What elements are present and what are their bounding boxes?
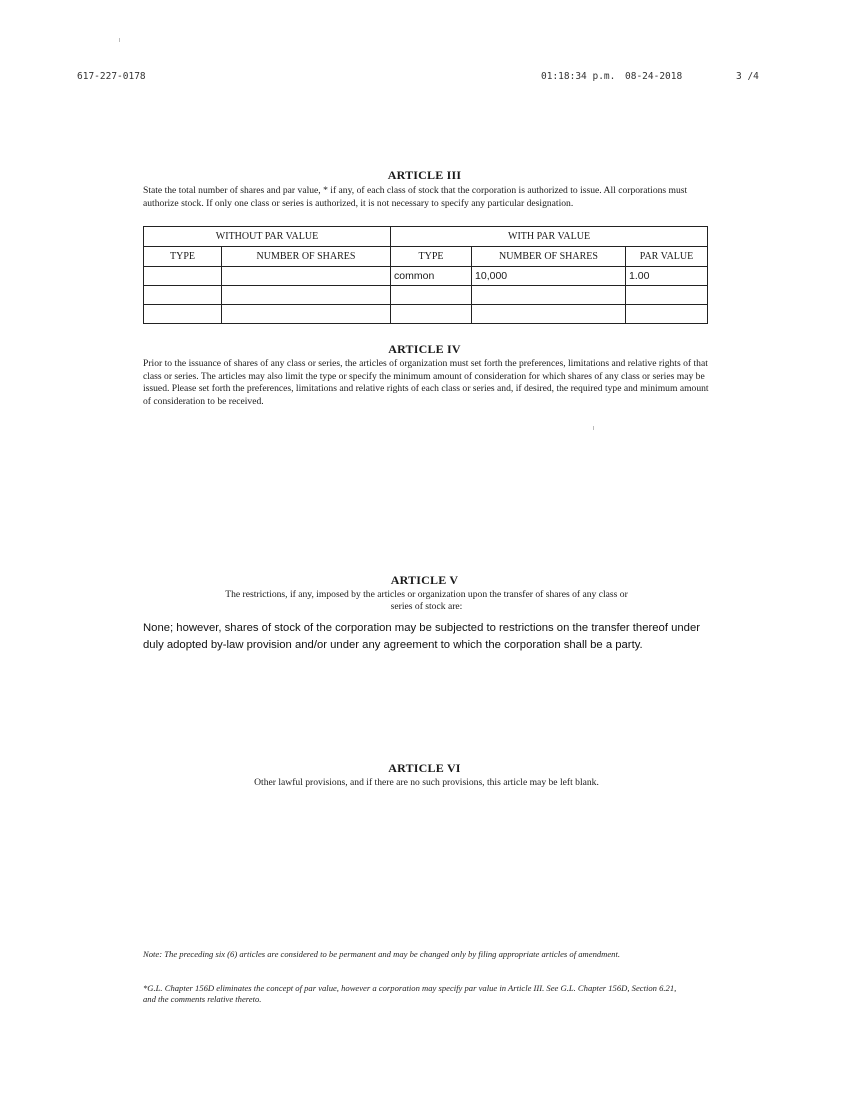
with-par-value-header: WITH PAR VALUE [391,227,708,247]
article-5-text-line-2: series of stock are: [390,601,463,612]
column-header: TYPE [144,247,222,267]
table-row [144,305,708,324]
table-cell [144,305,222,324]
table-cell [626,305,708,324]
fax-page-number: 3 /4 [736,71,759,82]
article-6-title: ARTICLE VI [388,761,461,775]
article-3-text: State the total number of shares and par value, * if any, of each class of stock that the corporation is authorized to issue. All corporations must authorize stock. If only one class or series is authorized, it is not necessary to specify any particular designation. [143,185,688,209]
without-par-value-header: WITHOUT PAR VALUE [144,227,391,247]
table-cell [472,305,626,324]
table-group-header-row [144,227,708,247]
article-4-text: Prior to the issuance of shares of any class or series, the articles of organization must set forth the preferences, limitations and relative rights of that class or series. The articles may also limit the type or specify the minimum amount of consideration for which shares of any class or series may be issued. Please set forth the preferences, limitations and relative rights of each class or series and, if desired, the required type and minimum amount of consideration to be received. [143,358,709,407]
scan-speck [593,426,594,430]
table-cell-number-of-shares: 10,000 [472,267,626,286]
table-column-header-row [144,247,708,267]
column-header: PAR VALUE [626,247,708,267]
table-cell-par-value: 1.00 [626,267,708,286]
fax-phone-number: 617-227-0178 [77,71,146,82]
table-cell [144,286,222,305]
amendment-note: Note: The preceding six (6) articles are considered to be permanent and may be changed only by filing appropriate articles of amendment. [143,949,621,959]
article-5-text-line-1: The restrictions, if any, imposed by the articles or organization upon the transfer of shares of any class or [225,589,628,600]
article-5-restriction-answer: None; however, shares of stock of the corporation may be subjected to restrictions on the transfer thereof under duly adopted by-law provision and/or under any agreement to which the corporation shall be a party. [143,622,700,651]
table-cell [222,267,391,286]
fax-time: 01:18:34 p.m. [541,71,616,82]
table-cell [472,286,626,305]
fax-header [0,71,849,87]
article-4-title: ARTICLE IV [388,342,461,356]
table-row [144,267,708,286]
shares-table [143,226,708,324]
article-5-title: ARTICLE V [390,573,459,587]
table-cell [626,286,708,305]
fax-date: 08-24-2018 [625,71,683,82]
scan-speck [119,38,120,42]
table-cell [391,305,472,324]
table-cell [222,305,391,324]
table-cell [144,267,222,286]
column-header: NUMBER OF SHARES [222,247,391,267]
article-3-title: ARTICLE III [387,168,462,182]
column-header: TYPE [391,247,472,267]
table-cell [222,286,391,305]
table-cell-type: common [391,267,472,286]
table-cell [391,286,472,305]
article-6-text: Other lawful provisions, and if there are no such provisions, this article may be left blank. [254,777,599,788]
column-header: NUMBER OF SHARES [472,247,626,267]
table-row [144,286,708,305]
par-value-footnote: *G.L. Chapter 156D eliminates the concept of par value, however a corporation may specify par value in Article III. See G.L. Chapter 156D, Section 6.21, and the comments relative thereto. [143,983,677,1004]
